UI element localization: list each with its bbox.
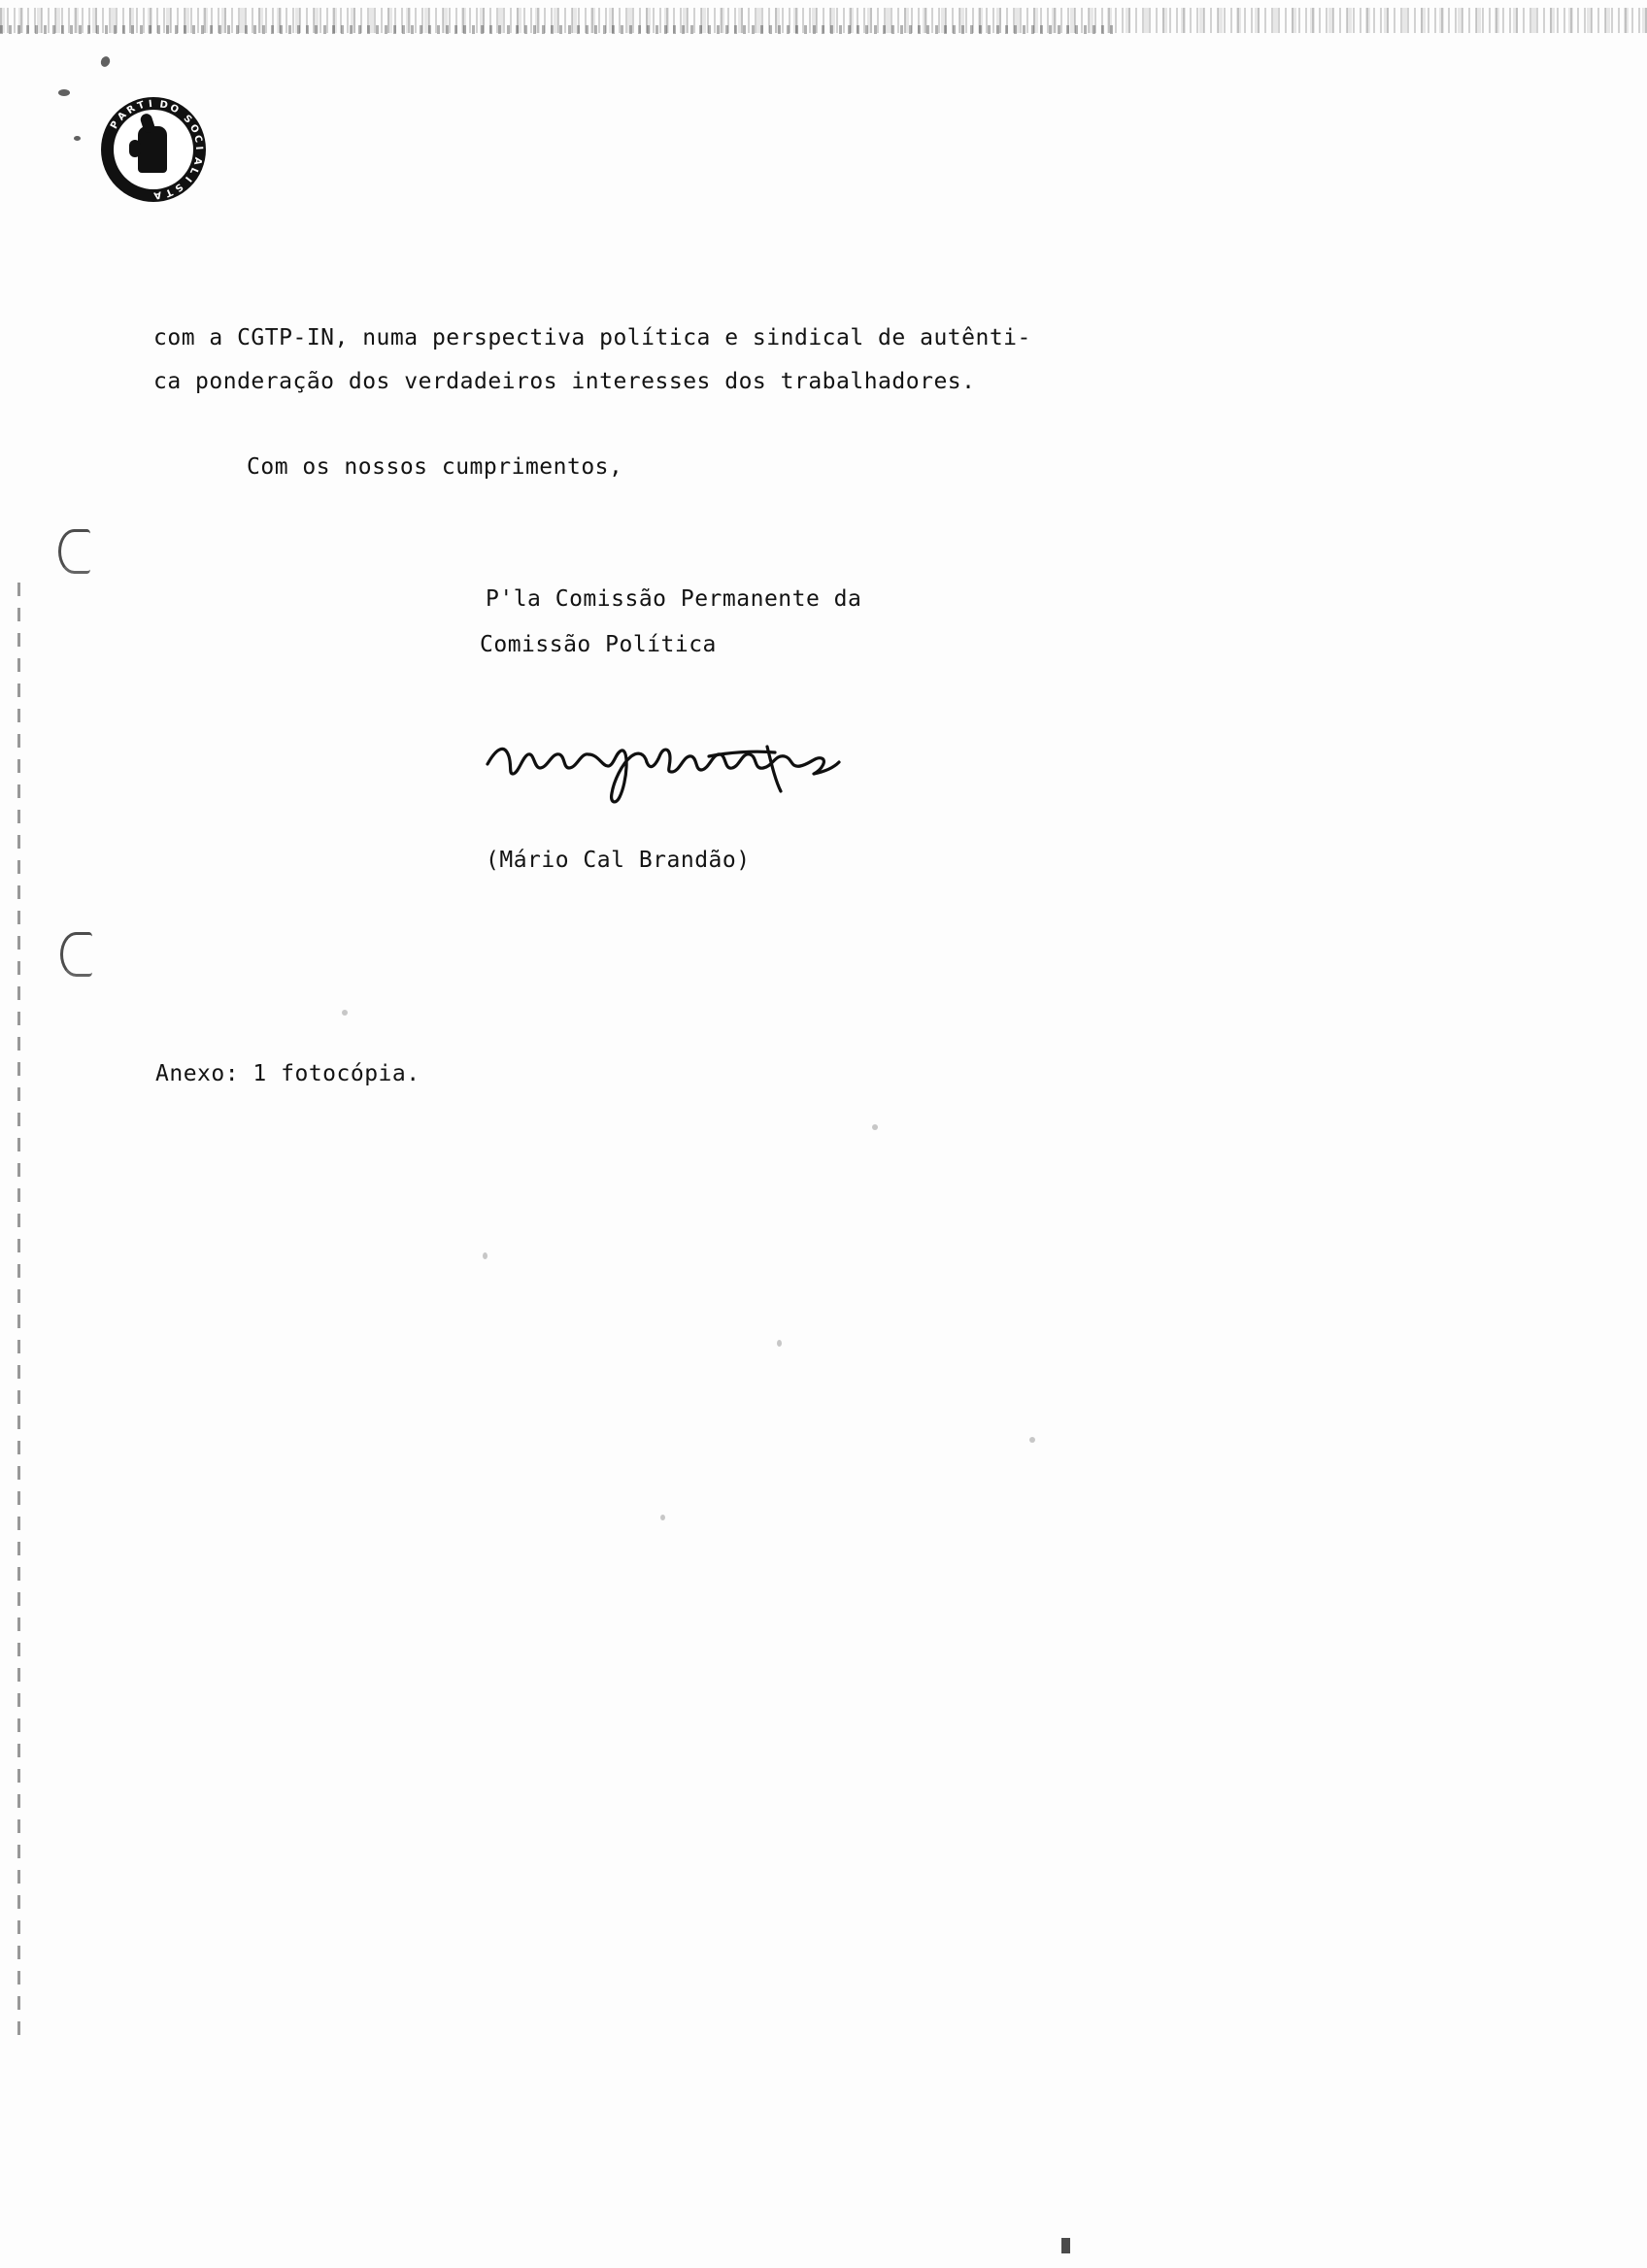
attachment-note: Anexo: 1 fotocópia. bbox=[155, 1061, 420, 1086]
body-paragraph-line-2: ca ponderação dos verdadeiros interesses dos trabalhadores. bbox=[153, 369, 976, 394]
scan-speck bbox=[872, 1124, 878, 1130]
signature-authority-line-1: P'la Comissão Permanente da bbox=[486, 586, 862, 612]
signature-authority-line-2: Comissão Política bbox=[480, 632, 717, 657]
scan-speck bbox=[99, 55, 112, 69]
scan-noise-top-secondary bbox=[0, 25, 1117, 34]
punch-hole-mark bbox=[60, 932, 92, 977]
punch-hole-mark bbox=[58, 529, 90, 574]
logo-ring-text: P A R T I D O S O C I A L I S T A bbox=[109, 98, 205, 201]
scan-noise-left-edge bbox=[17, 583, 20, 2039]
scan-speck bbox=[777, 1340, 782, 1347]
signer-name: (Mário Cal Brandão) bbox=[486, 848, 751, 873]
scan-speck-bottom bbox=[1061, 2238, 1070, 2253]
scan-speck bbox=[58, 89, 70, 96]
party-logo bbox=[101, 97, 206, 202]
scan-speck bbox=[660, 1515, 665, 1520]
closing-salutation: Com os nossos cumprimentos, bbox=[247, 454, 623, 480]
handwritten-signature bbox=[484, 723, 843, 806]
scan-speck bbox=[342, 1010, 348, 1016]
body-paragraph-line-1: com a CGTP-IN, numa perspectiva política e sindical de autênti- bbox=[153, 325, 1031, 350]
scan-speck bbox=[74, 136, 81, 141]
scan-speck bbox=[1029, 1437, 1035, 1443]
scan-speck bbox=[483, 1252, 487, 1259]
